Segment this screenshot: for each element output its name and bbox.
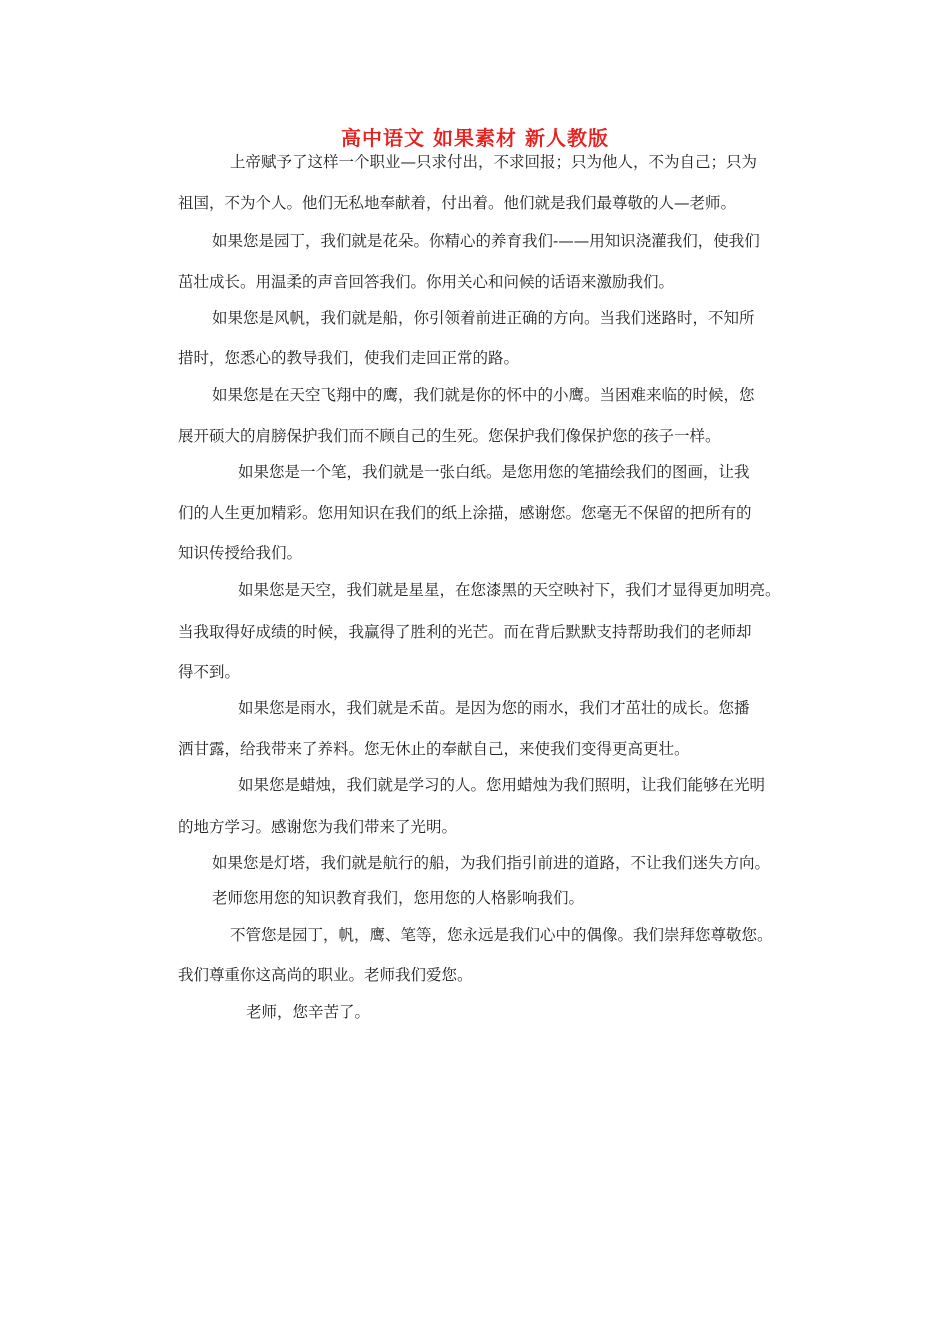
text-line: 老师您用您的知识教育我们，您用您的人格影响我们。 xyxy=(212,889,585,907)
text-line: 当我取得好成绩的时候，我赢得了胜利的光芒。而在背后默默支持帮助我们的老师却 xyxy=(178,623,752,641)
text-line: 如果您是风帆，我们就是船，你引领着前进正确的方向。当我们迷路时，不知所 xyxy=(212,309,755,327)
text-line: 如果您是雨水，我们就是禾苗。是因为您的雨水，我们才茁壮的成长。您播 xyxy=(238,699,750,717)
text-line: 茁壮成长。用温柔的声音回答我们。你用关心和问候的话语来激励我们。 xyxy=(178,273,675,291)
text-line: 洒甘露，给我带来了养料。您无休止的奉献自己，来使我们变得更高更壮。 xyxy=(178,740,690,758)
text-line: 我们尊重你这高尚的职业。老师我们爱您。 xyxy=(178,966,473,984)
text-line: 如果您是在天空飞翔中的鹰，我们就是你的怀中的小鹰。当困难来临的时候，您 xyxy=(212,386,755,404)
text-line: 得不到。 xyxy=(178,663,241,681)
text-line: 如果您是蜡烛，我们就是学习的人。您用蜡烛为我们照明，让我们能够在光明 xyxy=(238,776,766,794)
text-line: 如果您是一个笔，我们就是一张白纸。是您用您的笔描绘我们的图画，让我 xyxy=(238,463,750,481)
text-line: 不管您是园丁，帆，鹰、笔等，您永远是我们心中的偶像。我们崇拜您尊敬您。 xyxy=(230,926,773,944)
text-line: 上帝赋予了这样一个职业—只求付出，不求回报；只为他人，不为自己；只为 xyxy=(230,153,758,171)
document-title: 高中语文 如果素材 新人教版 xyxy=(341,126,609,150)
text-line: 如果您是天空，我们就是星星，在您漆黑的天空映衬下，我们才显得更加明亮。 xyxy=(238,581,781,599)
text-line: 祖国，不为个人。他们无私地奉献着，付出着。他们就是我们最尊敬的人—老师。 xyxy=(178,194,737,212)
text-line: 老师，您辛苦了。 xyxy=(246,1003,371,1021)
text-line: 们的人生更加精彩。您用知识在我们的纸上涂描，感谢您。您毫无不保留的把所有的 xyxy=(178,504,752,522)
text-line: 如果您是园丁，我们就是花朵。你精心的养育我们-——用知识浇灌我们，使我们 xyxy=(212,232,760,250)
text-line: 知识传授给我们。 xyxy=(178,544,303,562)
text-line: 展开硕大的肩膀保护我们而不顾自己的生死。您保护我们像保护您的孩子一样。 xyxy=(178,427,721,445)
text-line: 的地方学习。感谢您为我们带来了光明。 xyxy=(178,818,458,836)
text-line: 措时，您悉心的教导我们，使我们走回正常的路。 xyxy=(178,349,520,367)
text-line: 如果您是灯塔，我们就是航行的船，为我们指引前进的道路，不让我们迷失方向。 xyxy=(212,854,771,872)
